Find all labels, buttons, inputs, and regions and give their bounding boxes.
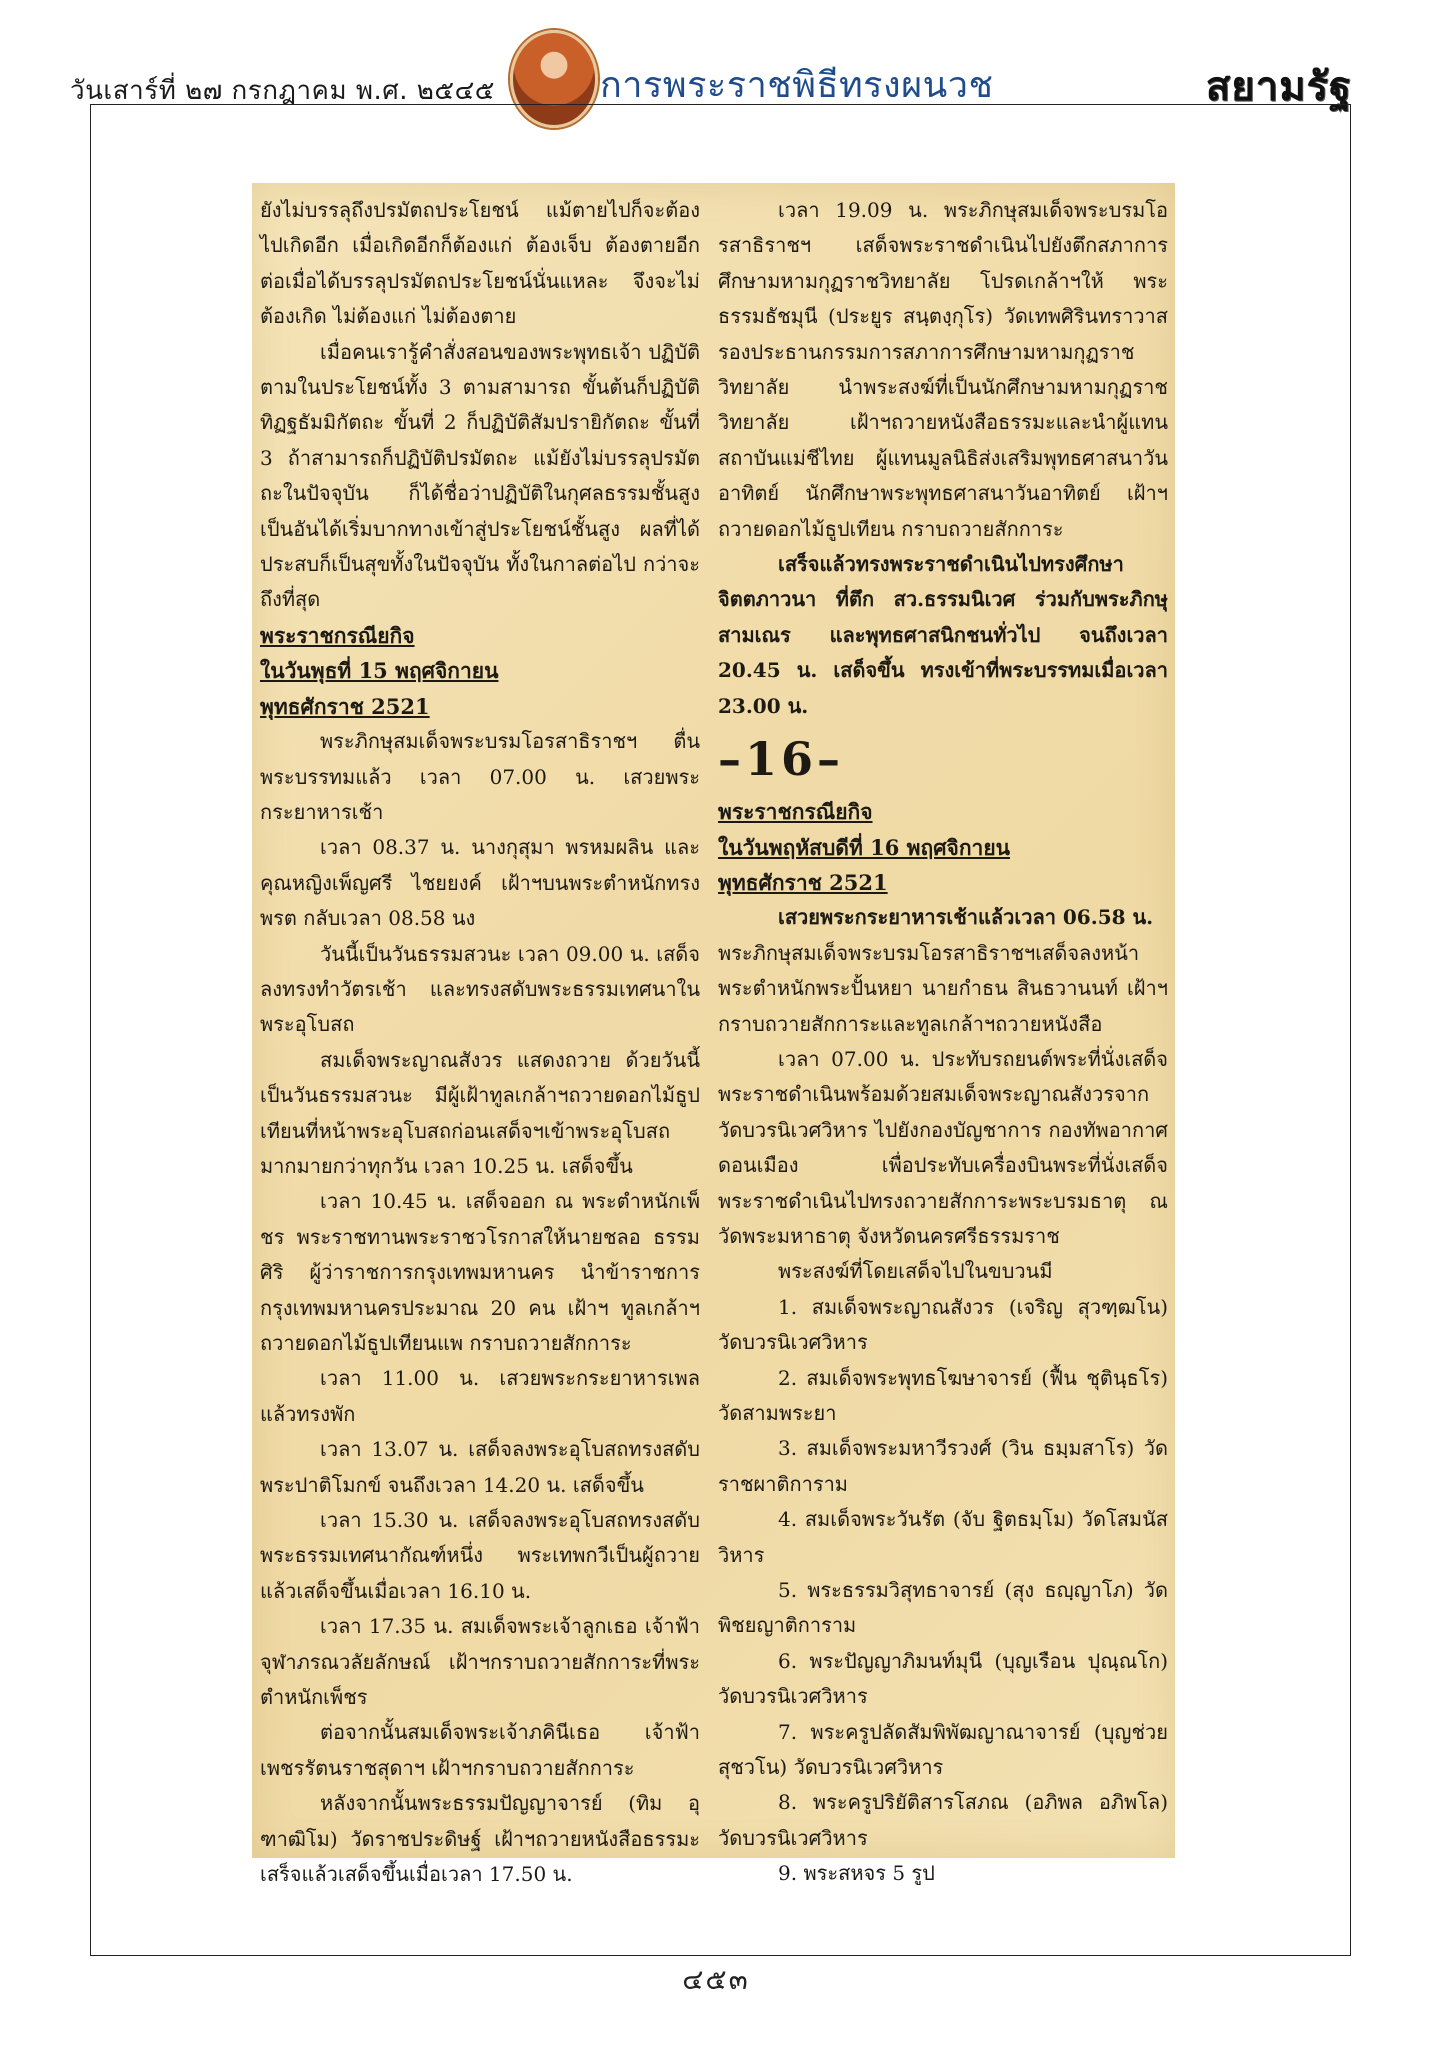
left-column [260, 193, 700, 1893]
section-heading: พระราชกรณียกิจ [718, 799, 873, 825]
day-number: –16– [718, 732, 845, 787]
paragraph: ต่อจากนั้นสมเด็จพระเจ้าภคินีเธอ เจ้าฟ้าเพชรรัตนราชสุดาฯ เฝ้าฯกราบถวายสักการะ [260, 1720, 700, 1780]
section-heading: ในวันพุธที่ 15 พฤศจิกายน [260, 658, 499, 684]
paragraph: หลังจากนั้นพระธรรมปัญญาจารย์ (ทิม อุฑาฒิโม) วัดราชประดิษฐ์ เฝ้าฯถวายหนังสือธรรมะ เสร็จแล้วเสด็จขึ้นเมื่อเวลา 17.50 น. [260, 1791, 700, 1887]
paragraph: พระภิกษุสมเด็จพระบรมโอรสาธิราชฯ ตื่นพระบรรทมแล้ว เวลา 07.00 น. เสวยพระกระยาหารเช้า [260, 729, 700, 824]
section-heading: พระราชกรณียกิจ [260, 622, 415, 648]
list-item: 2. สมเด็จพระพุทธโฆษาจารย์ (ฟื้น ชุตินฺธโร) วัดสามพระยา [718, 1365, 1168, 1425]
list-item: 1. สมเด็จพระญาณสังวร (เจริญ สุวฑฺฒโน) วัดบวรนิเวศวิหาร [718, 1294, 1168, 1355]
list-item: 5. พระธรรมวิสุทธาจารย์ (สุง ธญฺญาโภ) วัดพิชยญาติการาม [718, 1578, 1168, 1638]
paragraph: เมื่อคนเรารู้คำสั่งสอนของพระพุทธเจ้า ปฏิบัติตามในประโยชน์ทั้ง 3 ตามสามารถ ขั้นต้นก็ปฏิบัติทิฏฐธัมมิกัตถะ ขั้นที่ 2 ก็ปฏิบัติสัมปรายิกัตถะ ขั้นที่ 3 ถ้าสามารถก็ปฏิบัติปรมัตถะ แม้ยังไม่บรรลุปรมัตถะในปัจจุบัน ก็ได้ชื่อว่าปฏิบัติในกุศลธรรมชั้นสูง เป็นอันได้เริ่มบากทางเข้าสู่ประโยชน์ชั้นสูง ผลที่ได้ประสบก็เป็นสุขทั้งในปัจจุบัน ทั้งในกาลต่อไป กว่าจะถึงที่สุด [260, 339, 700, 612]
list-item: 9. พระสหจร 5 รูป [778, 1861, 935, 1886]
section-heading: ในวันพฤหัสบดีที่ 16 พฤศจิกายน [718, 834, 1010, 860]
paragraph: เสร็จแล้วทรงพระราชดำเนินไปทรงศึกษาจิตตภาวนา ที่ตึก สว.ธรรมนิเวศ ร่วมกับพระภิกษุสามเณร และพุทธศาสนิกชนทั่วไป จนถึงเวลา 20.45 น. เสด็จขึ้น ทรงเข้าที่พระบรรทมเมื่อเวลา 23.00 น. [718, 552, 1168, 718]
paragraph: เวลา 11.00 น. เสวยพระกระยาหารเพล แล้วทรงพัก [260, 1366, 700, 1426]
section-heading: พุทธศักราช 2521 [260, 693, 430, 719]
paragraph: เวลา 15.30 น. เสด็จลงพระอุโบสถทรงสดับพระธรรมเทศนากัณฑ์หนึ่ง พระเทพกวีเป็นผู้ถวายแล้วเสด็จขึ้นเมื่อเวลา 16.10 น. [260, 1508, 700, 1603]
paragraph: ยังไม่บรรลุถึงปรมัตถประโยชน์ แม้ตายไปก็จะต้องไปเกิดอีก เมื่อเกิดอีกก็ต้องแก่ ต้องเจ็บ ต้องตายอีก ต่อเมื่อได้บรรลุปรมัตถประโยชน์นั่นแหละ จึงจะไม่ต้องเกิด ไม่ต้องแก่ ไม่ต้องตาย [260, 198, 700, 329]
publication-logo: สยามรัฐ [1205, 64, 1352, 110]
list-item: 4. สมเด็จพระวันรัต (จับ ฐิตธมฺโม) วัดโสมนัสวิหาร [718, 1507, 1168, 1567]
paragraph: เวลา 07.00 น. ประทับรถยนต์พระที่นั่งเสด็จพระราชดำเนินพร้อมด้วยสมเด็จพระญาณสังวรจากวัดบวรนิเวศวิหาร ไปยังกองบัญชาการ กองทัพอากาศดอนเมือง เพื่อประทับเครื่องบินพระที่นั่งเสด็จพระราชดำเนินไปทรงถวายสักการะพระบรมธาตุ ณ วัดพระมหาธาตุ จังหวัดนครศรีธรรมราช [718, 1046, 1168, 1248]
paragraph: เวลา 13.07 น. เสด็จลงพระอุโบสถทรงสดับพระปาติโมกข์ จนถึงเวลา 14.20 น. เสด็จขึ้น [260, 1437, 700, 1497]
paragraph: เวลา 17.35 น. สมเด็จพระเจ้าลูกเธอ เจ้าฟ้าจุฬาภรณวลัยลักษณ์ เฝ้าฯกราบถวายสักการะที่พระตำหนักเพ็ชร [260, 1614, 700, 1710]
paragraph: เวลา 10.45 น. เสด็จออก ณ พระตำหนักเพ็ชร พระราชทานพระราชวโรกาสให้นายชลอ ธรรมศิริ ผู้ว่าราชการกรุงเทพมหานคร นำข้าราชการกรุงเทพมหานครประมาณ 20 คน เฝ้าฯ ทูลเกล้าฯ ถวายดอกไม้ธูปเทียนแพ กราบถวายสักการะ [260, 1189, 700, 1355]
right-column [718, 193, 1168, 1892]
header-title: การพระราชพิธีทรงผนวช [600, 65, 994, 106]
paragraph: เวลา 08.37 น. นางกุสุมา พรหมผลิน และคุณหญิงเพ็ญศรี ไชยยงค์ เฝ้าฯบนพระตำหนักทรงพรต กลับเวลา 08.58 นง [260, 835, 700, 931]
page-number: ๔๕๓ [682, 1963, 750, 1996]
list-item: 6. พระปัญญาภิมนท์มุนี (บุญเรือน ปุณฺณโก) วัดบวรนิเวศวิหาร [718, 1648, 1168, 1709]
list-item: 7. พระครูปลัดสัมพิพัฒญาณาจารย์ (บุญช่วย สุชวโน) วัดบวรนิเวศวิหาร [718, 1719, 1168, 1780]
section-heading: พุทธศักราช 2521 [718, 869, 888, 895]
paragraph: พระสงฆ์ที่โดยเสด็จไปในขบวนมี [778, 1259, 1053, 1284]
paragraph: สมเด็จพระญาณสังวร แสดงถวาย ด้วยวันนี้เป็นวันธรรมสวนะ มีผู้เฝ้าทูลเกล้าฯถวายดอกไม้ธูปเทียนที่หน้าพระอุโบสถก่อนเสด็จฯเข้าพระอุโบสถมากมายกว่าทุกวัน เวลา 10.25 น. เสด็จขึ้น [260, 1047, 700, 1178]
newspaper-clipping [252, 183, 1175, 1887]
paragraph: วันนี้เป็นวันธรรมสวนะ เวลา 09.00 น. เสด็จลงทรงทำวัตรเช้า และทรงสดับพระธรรมเทศนาในพระอุโบสถ [260, 941, 700, 1037]
paragraph: พระภิกษุสมเด็จพระบรมโอรสาธิราชฯเสด็จลงหน้าพระตำหนักพระปั้นหยา นายกำธน สินธวานนท์ เฝ้าฯกราบถวายสักการะและทูลเกล้าฯถวายหนังสือ [718, 940, 1168, 1036]
list-item: 3. สมเด็จพระมหาวีรวงศ์ (วิน ธมฺมสาโร) วัดราชผาติการาม [718, 1436, 1168, 1496]
header-date: วันเสาร์ที่ ๒๗ กรกฎาคม พ.ศ. ๒๕๔๕ [70, 76, 495, 106]
paragraph: เวลา 19.09 น. พระภิกษุสมเด็จพระบรมโอรสาธิราชฯ เสด็จพระราชดำเนินไปยังตึกสภาการศึกษามหามกุฏราชวิทยาลัย โปรดเกล้าฯให้ พระธรรมธัชมุนี (ประยูร สนฺตงฺกุโร) วัดเทพศิรินทราวาส รองประธานกรรมการสภาการศึกษามหามกุฏราชวิทยาลัย นำพระสงฆ์ที่เป็นนักศึกษามหามกุฏราชวิทยาลัย เฝ้าฯถวายหนังสือธรรมะและนำผู้แทนสถาบันแม่ชีไทย ผู้แทนมูลนิธิส่งเสริมพุทธศาสนาวันอาทิตย์ นักศึกษาพระพุทธศาสนาวันอาทิตย์ เฝ้าฯถวายดอกไม้ธูปเทียน กราบถวายสักการะ [718, 198, 1168, 541]
list-item: 8. พระครูปริยัติสารโสภณ (อภิพล อภิพโล) วัดบวรนิเวศวิหาร [718, 1790, 1168, 1850]
paragraph: เสวยพระกระยาหารเช้าแล้วเวลา 06.58 น. [778, 905, 1154, 930]
